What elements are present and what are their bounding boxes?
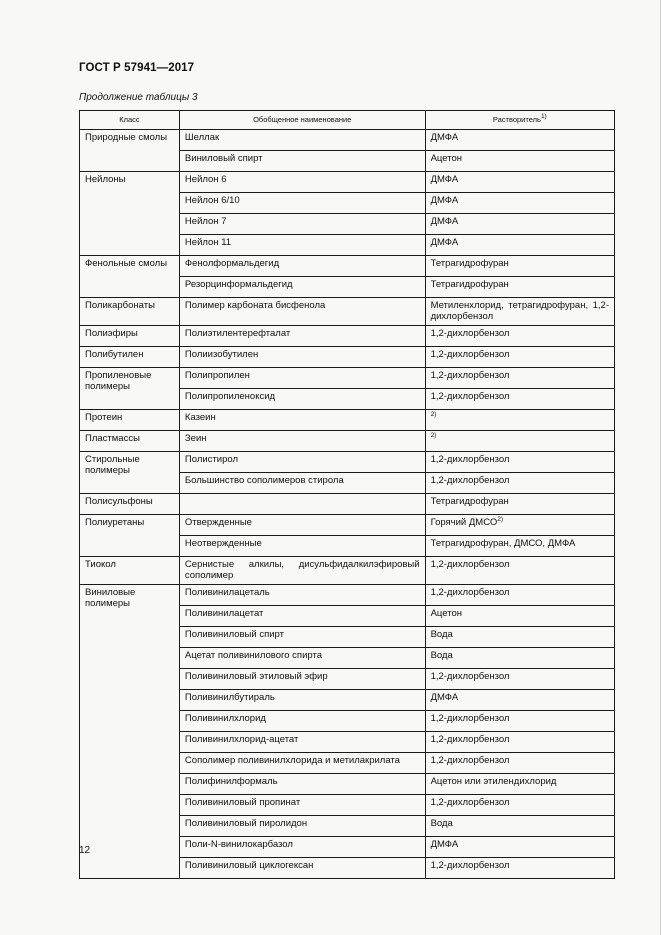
cell-solvent-text: 1,2-дихлорбензол: [430, 671, 510, 682]
header-solvent: [425, 111, 614, 130]
cell-solvent: [425, 557, 614, 585]
cell-solvent-text: Тетрагидрофуран, ДМСО, ДМФА: [430, 538, 576, 549]
cell-solvent: [425, 410, 614, 431]
cell-name: Большинство сополимеров стирола: [179, 473, 425, 494]
cell-name: Фенолформальдегид: [179, 256, 425, 277]
cell-solvent-text: 1,2-дихлорбензол: [430, 587, 510, 598]
cell-class: Пропиленовые полимеры: [80, 368, 180, 410]
cell-solvent: [425, 816, 614, 837]
cell-solvent-text: 1,2-дихлорбензол: [430, 734, 510, 745]
cell-solvent-footnote: 2): [430, 411, 437, 418]
cell-solvent: [425, 389, 614, 410]
cell-solvent-text: 1,2-дихлорбензол: [430, 328, 510, 339]
cell-solvent-text: ДМФА: [430, 839, 459, 850]
table-body: [80, 130, 615, 879]
cell-solvent-text: ДМФА: [430, 174, 459, 185]
cell-solvent: [425, 473, 614, 494]
cell-class: Стирольные полимеры: [80, 452, 180, 494]
cell-name: Полистирол: [179, 452, 425, 473]
cell-name: Нейлон 6: [179, 172, 425, 193]
cell-solvent: [425, 193, 614, 214]
cell-name: [179, 494, 425, 515]
cell-solvent: [425, 130, 614, 151]
cell-solvent-text: ДМФА: [430, 132, 459, 143]
header-solvent-label: Растворитель: [492, 115, 541, 124]
cell-name: Неотвержденные: [179, 536, 425, 557]
cell-class: Протеин: [80, 410, 180, 431]
cell-solvent: [425, 214, 614, 235]
cell-solvent: [425, 585, 614, 606]
cell-solvent-text: Вода: [430, 629, 453, 640]
page-number: 12: [79, 845, 91, 856]
cell-class: Фенольные смолы: [80, 256, 180, 298]
cell-solvent: [425, 256, 614, 277]
cell-solvent: [425, 795, 614, 816]
table-row: [80, 256, 615, 277]
cell-solvent-text: Тетрагидрофуран: [430, 258, 509, 269]
table-row: [80, 347, 615, 368]
cell-class: Полиэфиры: [80, 326, 180, 347]
cell-solvent: [425, 732, 614, 753]
cell-solvent: [425, 431, 614, 452]
table-row: [80, 326, 615, 347]
cell-name: Поливинилбутираль: [179, 690, 425, 711]
cell-solvent-text: Ацетон: [430, 608, 462, 619]
cell-solvent: [425, 858, 614, 879]
table-row: [80, 515, 615, 536]
cell-class: Тиокол: [80, 557, 180, 585]
cell-solvent: [425, 669, 614, 690]
cell-name: Нейлон 7: [179, 214, 425, 235]
document-header: ГОСТ Р 57941—2017: [79, 62, 195, 74]
cell-name: Поли-N-винилокарбазол: [179, 837, 425, 858]
cell-solvent: [425, 368, 614, 389]
cell-solvent: [425, 298, 614, 326]
cell-solvent: [425, 347, 614, 368]
table-row: [80, 172, 615, 193]
cell-solvent-text: 1,2-дихлорбензол: [430, 797, 510, 808]
header-name: Обобщенное наименование: [179, 111, 425, 130]
cell-name: Поливиниловый циклогексан: [179, 858, 425, 879]
table-row: [80, 431, 615, 452]
cell-solvent-text: 1,2-дихлорбензол: [430, 349, 510, 360]
cell-name: Сернистые алкилы, дисульфидалкилэфировый сополимер: [179, 557, 425, 585]
cell-name: Полифинилформаль: [179, 774, 425, 795]
cell-solvent: [425, 515, 614, 536]
cell-solvent-text: 1,2-дихлорбензол: [430, 713, 510, 724]
cell-name: Полипропилен: [179, 368, 425, 389]
table-row: [80, 368, 615, 389]
cell-name: Отвержденные: [179, 515, 425, 536]
cell-solvent-text: ДМФА: [430, 216, 459, 227]
table-row: [80, 557, 615, 585]
cell-solvent-text: 1,2-дихлорбензол: [430, 559, 510, 570]
cell-name: Шеллак: [179, 130, 425, 151]
cell-solvent: [425, 277, 614, 298]
cell-solvent: [425, 151, 614, 172]
cell-solvent-text: Вода: [430, 650, 453, 661]
cell-class: Поликарбонаты: [80, 298, 180, 326]
cell-class: Полибутилен: [80, 347, 180, 368]
cell-name: Нейлон 6/10: [179, 193, 425, 214]
cell-solvent-text: ДМФА: [430, 237, 459, 248]
cell-name: Поливиниловый этиловый эфир: [179, 669, 425, 690]
cell-solvent-text: 1,2-дихлорбензол: [430, 755, 510, 766]
cell-name: Поливинилацеталь: [179, 585, 425, 606]
cell-solvent-text: Тетрагидрофуран: [430, 496, 509, 507]
cell-solvent-text: 1,2-дихлорбензол: [430, 860, 510, 871]
cell-name: Казеин: [179, 410, 425, 431]
solvents-table: [79, 110, 615, 879]
cell-name: Поливиниловый пропинат: [179, 795, 425, 816]
cell-solvent: [425, 690, 614, 711]
cell-name: Виниловый спирт: [179, 151, 425, 172]
cell-name: Полимер карбоната бисфенола: [179, 298, 425, 326]
table-row: [80, 494, 615, 515]
cell-solvent-text: 1,2-дихлорбензол: [430, 391, 510, 402]
cell-solvent: [425, 606, 614, 627]
cell-class: Полиуретаны: [80, 515, 180, 557]
cell-solvent: [425, 711, 614, 732]
cell-name: Резорцинформальдегид: [179, 277, 425, 298]
table-header: [80, 111, 615, 130]
cell-solvent: [425, 753, 614, 774]
cell-solvent-text: 1,2-дихлорбензол: [430, 454, 510, 465]
cell-solvent: [425, 536, 614, 557]
table-row: [80, 298, 615, 326]
header-class: Класс: [80, 111, 180, 130]
cell-solvent-text: Метиленхлорид, тетрагидрофуран, 1,2-дихлорбензол: [430, 300, 609, 322]
cell-solvent-footnote: 2): [497, 516, 504, 523]
cell-solvent-text: 1,2-дихлорбензол: [430, 370, 510, 381]
cell-solvent-text: Ацетон или этилендихлорид: [430, 776, 557, 787]
cell-solvent: [425, 452, 614, 473]
table-row: [80, 452, 615, 473]
cell-solvent: [425, 774, 614, 795]
table-continuation-caption: Продолжение таблицы 3: [79, 92, 198, 103]
cell-solvent-footnote: 2): [430, 432, 437, 439]
cell-name: Поливинилацетат: [179, 606, 425, 627]
cell-class: Виниловые полимеры: [80, 585, 180, 879]
cell-solvent-text: Тетрагидрофуран: [430, 279, 509, 290]
cell-class: Полисульфоны: [80, 494, 180, 515]
cell-name: Поливинилхлорид: [179, 711, 425, 732]
cell-name: Поливинилхлорид-ацетат: [179, 732, 425, 753]
cell-solvent: [425, 627, 614, 648]
cell-name: Зеин: [179, 431, 425, 452]
table-row: [80, 585, 615, 606]
cell-class: Нейлоны: [80, 172, 180, 256]
cell-name: Сополимер поливинилхлорида и метилакрилата: [179, 753, 425, 774]
cell-solvent-text: 1,2-дихлорбензол: [430, 475, 510, 486]
cell-solvent-text: ДМФА: [430, 195, 459, 206]
cell-solvent-text: ДМФА: [430, 692, 459, 703]
cell-solvent: [425, 326, 614, 347]
cell-solvent: [425, 235, 614, 256]
cell-solvent: [425, 494, 614, 515]
table-row: [80, 130, 615, 151]
cell-name: Ацетат поливинилового спирта: [179, 648, 425, 669]
cell-name: Нейлон 11: [179, 235, 425, 256]
cell-class: Пластмассы: [80, 431, 180, 452]
cell-solvent: [425, 172, 614, 193]
cell-solvent: [425, 648, 614, 669]
cell-name: Поливиниловый пиролидон: [179, 816, 425, 837]
cell-solvent-text: Вода: [430, 818, 453, 829]
cell-class: Природные смолы: [80, 130, 180, 172]
cell-name: Полипропиленоксид: [179, 389, 425, 410]
cell-name: Полиэтилентерефталат: [179, 326, 425, 347]
table-row: [80, 410, 615, 431]
cell-name: Полиизобутилен: [179, 347, 425, 368]
cell-name: Поливиниловый спирт: [179, 627, 425, 648]
cell-solvent: [425, 837, 614, 858]
cell-solvent-text: Ацетон: [430, 153, 462, 164]
cell-solvent-text: Горячий ДМСО: [430, 517, 498, 528]
header-solvent-footnote: 1): [540, 113, 547, 120]
